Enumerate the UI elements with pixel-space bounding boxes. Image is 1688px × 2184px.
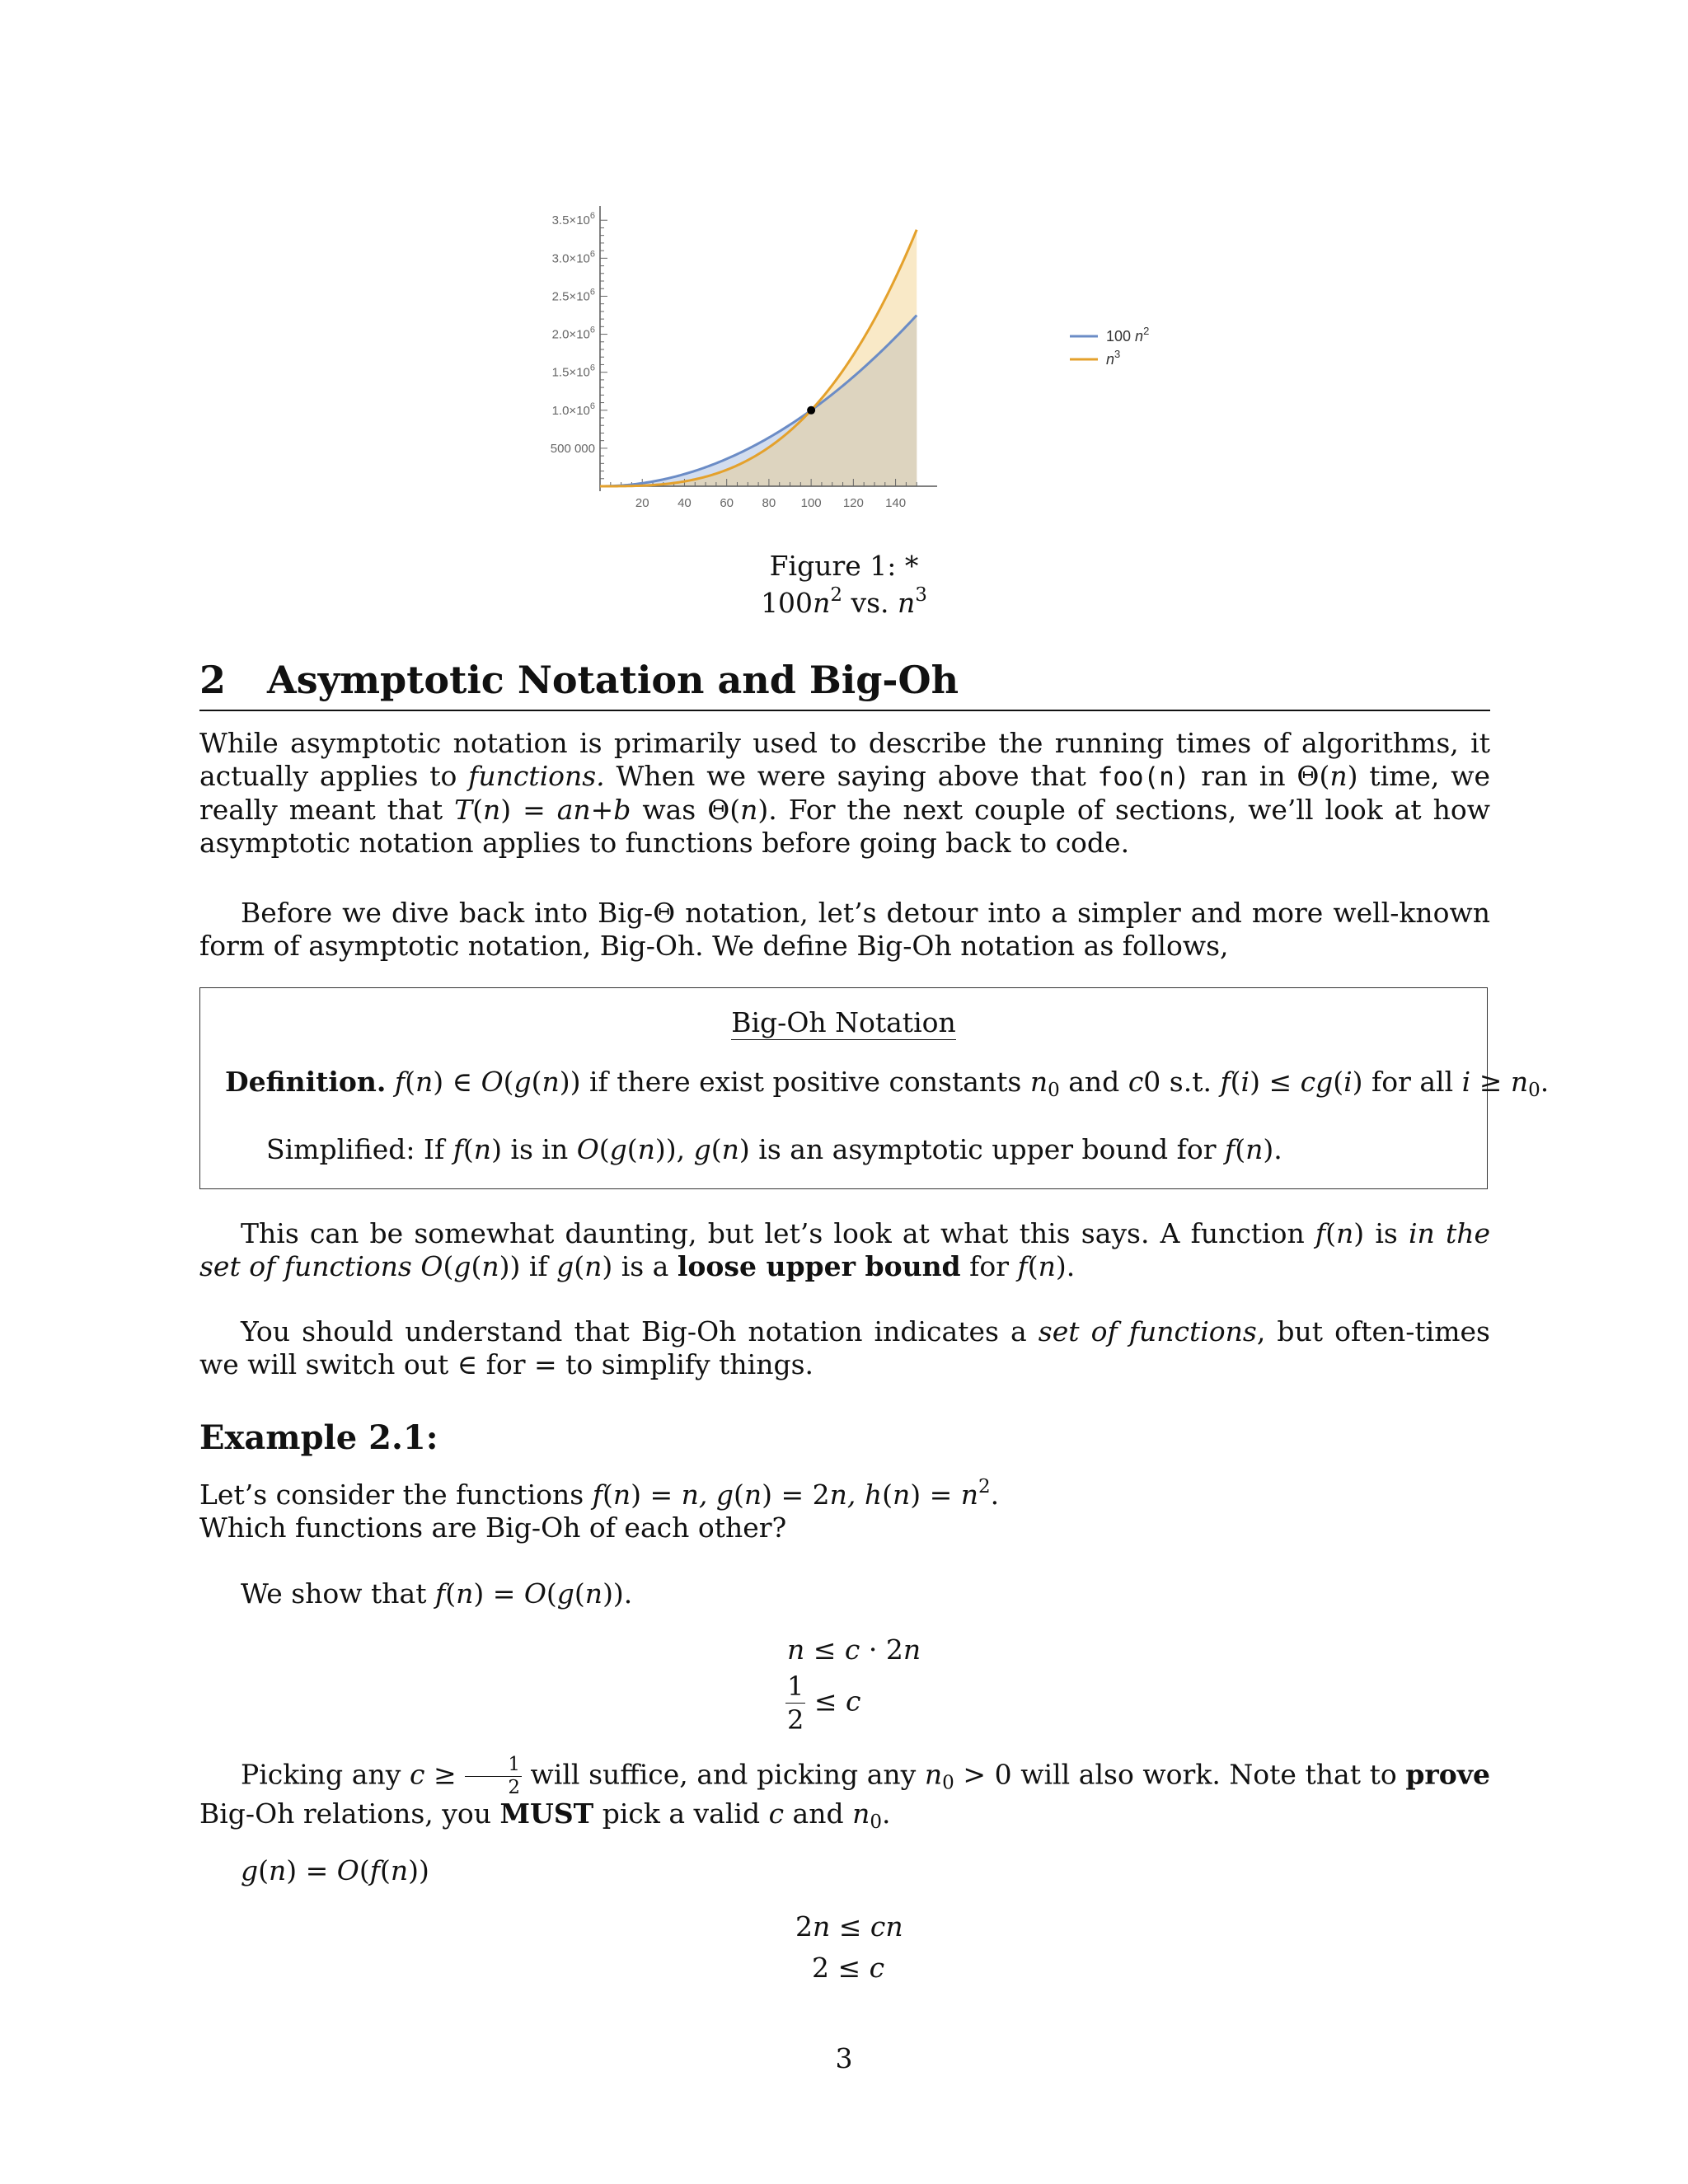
figure-caption-formula: $100n^2$ vs. $n^3$	[761, 584, 927, 619]
section-title: Asymptotic Notation and Big-Oh	[267, 658, 959, 702]
equation-half-le-c: $\frac{1}{2}$ ≤ c	[787, 1671, 861, 1736]
y-tick-label: $1.0\times 10^6$	[551, 401, 595, 418]
paragraph-picking-c: Picking any c ≥ $\frac{1}{2}$ will suffice, and picking any $n_0 > 0$ will also work. Note that to prove Big-Oh relations, you MUST pick a valid c and $n_0$.	[199, 1754, 1490, 1833]
page-number: 3	[835, 2042, 853, 2074]
equation-2-le-c: 2 ≤ c	[812, 1952, 885, 1984]
intersection-point	[807, 406, 815, 415]
section-heading	[199, 655, 1490, 711]
x-tick-label: 40	[678, 496, 692, 510]
figure-chart	[511, 196, 1162, 518]
y-tick-label: $2.0\times 10^6$	[551, 325, 595, 342]
x-tick-label: 140	[885, 496, 907, 510]
x-tick-label: 60	[720, 496, 734, 510]
x-tick-label: 120	[842, 496, 864, 510]
definition-box-title: Big-Oh Notation	[731, 1006, 956, 1038]
code-inline: foo(n)	[1097, 762, 1190, 792]
example-heading: Example 2.1:	[199, 1418, 438, 1457]
figure-caption-label: Figure 1: *	[769, 550, 919, 582]
chart-legend	[1070, 325, 1149, 368]
paragraph-detour: Before we dive back into Big-Θ notation, let’s detour into a simpler and more well-known form of asymptotic notation, Big-Oh. We define Big-Oh notation as follows,	[199, 897, 1490, 962]
legend-label: 100 $n^2$	[1106, 325, 1150, 344]
chart-fill-group	[600, 230, 917, 486]
x-tick-label: 20	[635, 496, 649, 510]
paragraph-g-of-f: g(n) = O(f(n))	[241, 1854, 429, 1886]
y-tick-label: $2.5\times 10^6$	[551, 287, 595, 304]
definition-box	[199, 987, 1550, 1189]
y-tick-label: $3.5\times 10^6$	[551, 211, 595, 228]
y-tick-label: $1.5\times 10^6$	[551, 363, 595, 380]
paragraph-intro: While asymptotic notation is primarily used to describe the running times of algorithms, it actually applies to functions. When we were saying above that foo(n) ran in Θ(n) time, we really meant that T(n) = an+b was Θ(n). For the next couple of sections, we’ll look at how asymptotic notation applies to functions before going back to code.	[199, 727, 1490, 859]
equation-n-le-c2n: n ≤ c · 2n	[787, 1633, 921, 1666]
y-tick-label: 500 000	[550, 441, 595, 456]
figure-caption	[0, 547, 1688, 621]
equation-2n-le-cn: 2n ≤ cn	[795, 1910, 903, 1943]
section-number: 2	[199, 658, 227, 702]
x-tick-label: 100	[800, 496, 822, 510]
y-tick-label: $3.0\times 10^6$	[551, 249, 595, 266]
paragraph-set-of-functions: You should understand that Big-Oh notation indicates a set of functions, but often-times we will switch out ∈ for = to simplify things.	[199, 1315, 1490, 1380]
paragraph-example-functions: Let’s consider the functions f(n) = n, g(n) = 2n, $h(n) = n^2$. Which functions are Big-Oh of each other?	[199, 1476, 1000, 1544]
legend-label: $n^3$	[1106, 348, 1121, 368]
x-tick-label: 80	[762, 496, 776, 510]
definition-simplified: Simplified: If f(n) is in O(g(n)), g(n) is an asymptotic upper bound for f(n).	[266, 1133, 1282, 1165]
definition-statement: Definition. f(n) ∈ O(g(n)) if there exist positive constants $n_0$ and c0 s.t. f(i) ≤ cg(i) for all $i \ge n_0$.	[225, 1066, 1550, 1101]
paragraph-daunting: This can be somewhat daunting, but let’s look at what this says. A function f(n) is in the set of functions O(g(n)) if g(n) is a loose upper bound for f(n).	[199, 1217, 1491, 1282]
paragraph-show-f-of-g: We show that f(n) = O(g(n)).	[241, 1577, 633, 1610]
